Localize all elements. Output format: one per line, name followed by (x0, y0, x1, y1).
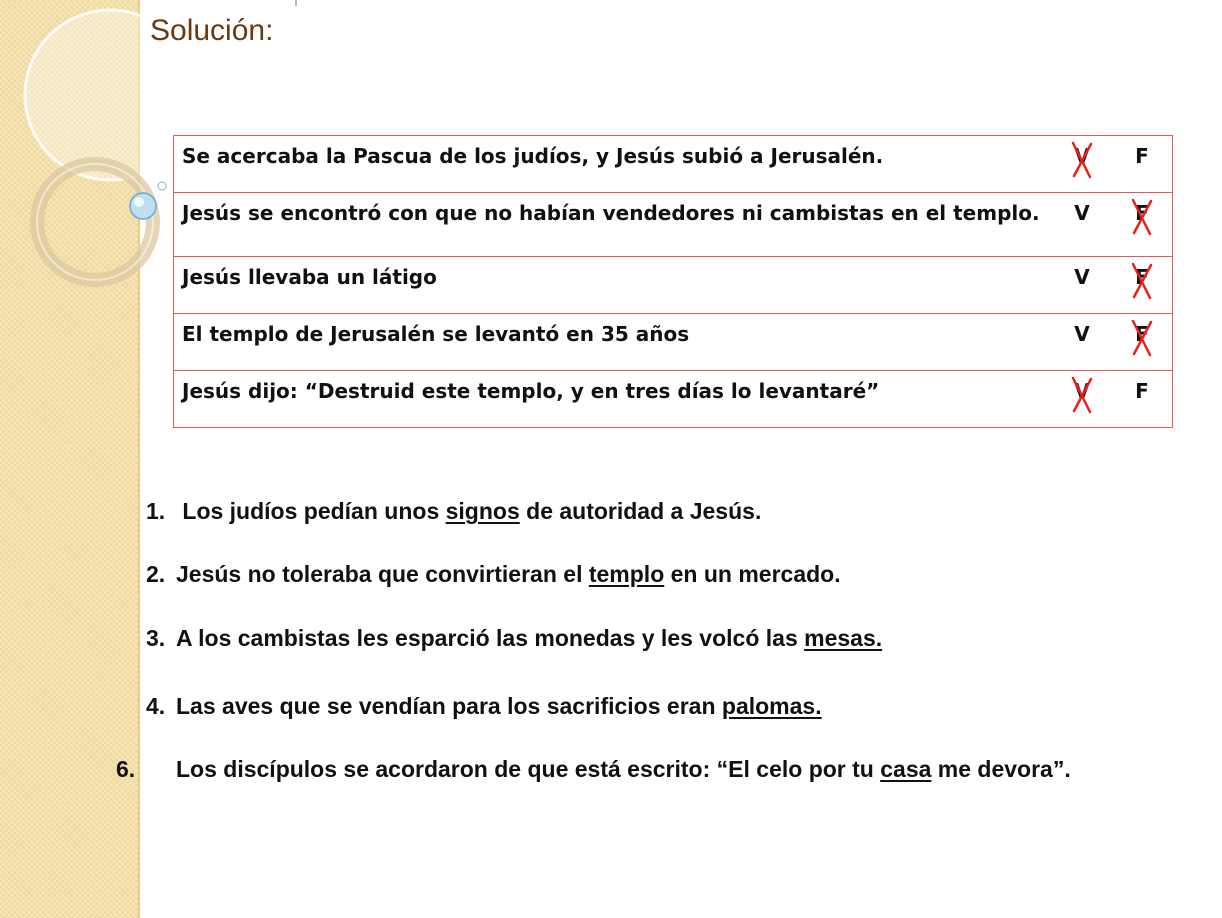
true-label: V (1074, 379, 1090, 403)
answer-underlined-word: signos (445, 498, 520, 524)
true-false-table (173, 135, 1173, 428)
answer-text: Jesús no toleraba que convirtieran el (176, 561, 589, 587)
table-row (174, 314, 1173, 371)
true-option-cell (1052, 314, 1112, 371)
true-label: V (1074, 322, 1090, 346)
answer-underlined-word: casa (880, 756, 932, 782)
answer-item (146, 558, 1106, 590)
false-label: F (1135, 144, 1149, 168)
slide-title: Solución: (150, 14, 274, 47)
true-option-cell (1052, 136, 1112, 193)
answer-text: Los judíos pedían unos (176, 498, 446, 524)
table-row (174, 136, 1173, 193)
cross-mark-icon (1067, 375, 1097, 415)
true-label: V (1074, 144, 1090, 168)
answer-text: A los cambistas les esparció las monedas y les volcó las (176, 625, 805, 651)
false-option-cell (1112, 314, 1173, 371)
false-label: F (1135, 322, 1149, 346)
false-label: F (1135, 201, 1149, 225)
true-option-cell (1052, 257, 1112, 314)
true-label: V (1074, 201, 1090, 225)
cross-mark-icon (1067, 140, 1097, 180)
true-option-cell (1052, 193, 1112, 257)
false-option-cell (1112, 371, 1173, 428)
table-row (174, 257, 1173, 314)
answer-number: 6. (116, 756, 136, 782)
false-label: F (1135, 379, 1149, 403)
statement-cell: Jesús llevaba un látigo (174, 257, 1053, 314)
cross-mark-icon (1127, 318, 1157, 358)
answer-number: 4. (146, 693, 166, 719)
cross-mark-icon (1127, 197, 1157, 237)
answer-number: 3. (146, 625, 166, 651)
statement-cell: Jesús dijo: “Destruid este templo, y en tres días lo levantaré” (174, 371, 1053, 428)
answer-text-end: de autoridad a Jesús. (519, 498, 762, 524)
false-label: F (1135, 265, 1149, 289)
statement-cell: Se acercaba la Pascua de los judíos, y Jesús subió a Jerusalén. (174, 136, 1053, 193)
table-row (174, 371, 1173, 428)
answer-item (146, 690, 1106, 722)
answer-text-end: en un mercado. (664, 561, 841, 587)
table-row (174, 193, 1173, 257)
answer-underlined-word: palomas. (721, 693, 822, 719)
statement-cell: El templo de Jerusalén se levantó en 35 años (174, 314, 1053, 371)
statement-cell: Jesús se encontró con que no habían vendedores ni cambistas en el templo. (174, 193, 1053, 257)
false-option-cell (1112, 136, 1173, 193)
false-option-cell (1112, 257, 1173, 314)
answer-number: 1. (146, 498, 166, 524)
answer-text-end: me devora”. (931, 756, 1071, 782)
answer-item (116, 753, 1091, 785)
answer-underlined-word: mesas. (804, 625, 883, 651)
true-option-cell (1052, 371, 1112, 428)
cross-mark-icon (1127, 261, 1157, 301)
answer-text: Las aves que se vendían para los sacrificios eran (176, 693, 722, 719)
answer-underlined-word: templo (588, 561, 665, 587)
answer-number: 2. (146, 561, 166, 587)
false-option-cell (1112, 193, 1173, 257)
answer-item (146, 622, 1106, 654)
answer-text: Los discípulos se acordaron de que está escrito: “El celo por tu (176, 756, 881, 782)
top-marker (295, 0, 297, 6)
true-label: V (1074, 265, 1090, 289)
answer-item (146, 495, 1106, 527)
